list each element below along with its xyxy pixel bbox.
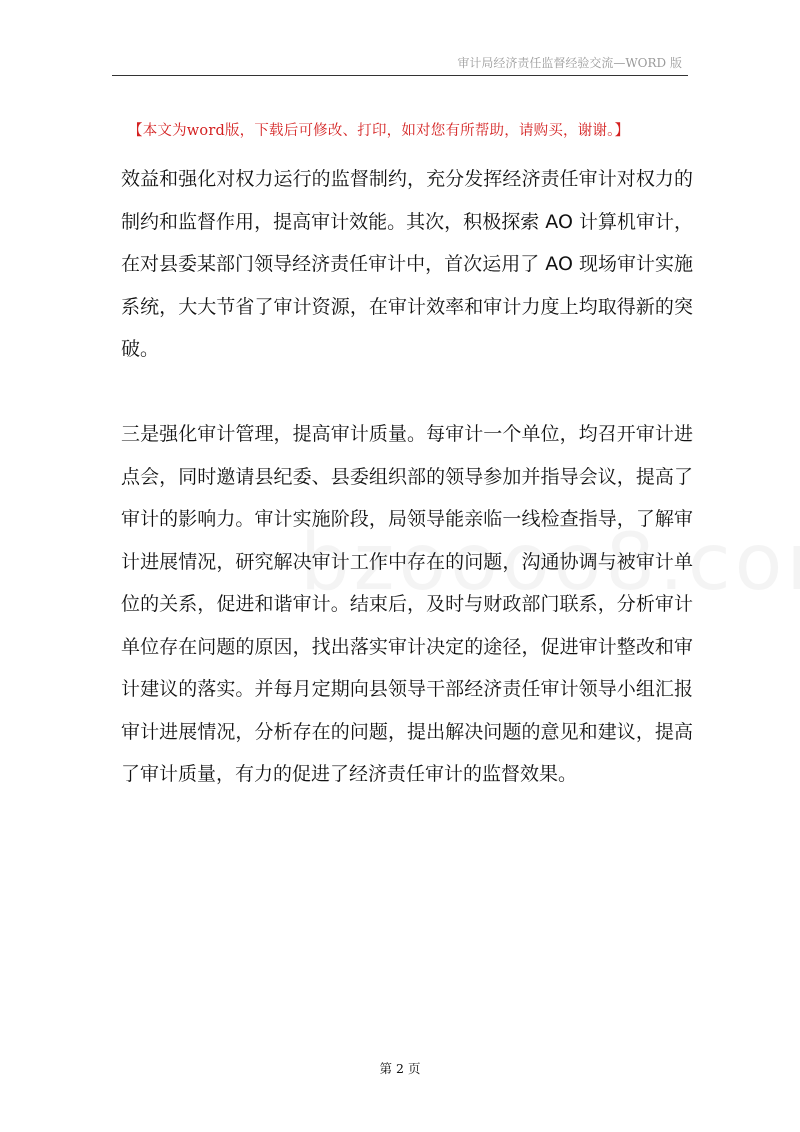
paragraph-line: 制约和监督作用，提高审计效能。其次，积极探索 AO 计算机审计， [121,210,693,233]
page-number: 第 2 页 [379,1061,421,1076]
paragraph-line: 系统，大大节省了审计资源，在审计效率和审计力度上均取得新的突 [121,295,693,318]
paragraph-line: 三是强化审计管理，提高审计质量。每审计一个单位，均召开审计进 [121,423,693,445]
paragraph-line: 了审计质量，有力的促进了经济责任审计的监督效果。 [121,763,578,785]
paragraph-line: 审计进展情况，分析存在的问题，提出解决问题的意见和建议，提高 [121,720,693,743]
paragraph-line: 在对县委某部门领导经济责任审计中，首次运用了 AO 现场审计实施 [121,253,693,275]
paragraph-line: 计建议的落实。并每月定期向县领导干部经济责任审计领导小组汇报 [121,678,693,700]
paragraph-line: 单位存在问题的原因，找出落实审计决定的途径，促进审计整改和审 [121,635,693,658]
header-rule [112,75,688,76]
download-notice: 【本文为word版，下载后可修改、打印，如对您有所帮助，请购买，谢谢。】 [128,123,630,139]
paragraph-1 [121,158,693,371]
paragraph-line: 审计的影响力。审计实施阶段，局领导能亲临一线检查指导，了解审 [121,508,693,530]
paragraph-line: 点会，同时邀请县纪委、县委组织部的领导参加并指导会议，提高了 [121,465,693,488]
running-header: 审计局经济责任监督经验交流—WORD 版 [457,56,682,70]
paragraph-line: 计进展情况，研究解决审计工作中存在的问题，沟通协调与被审计单 [121,550,693,573]
paragraph-line: 位的关系，促进和谐审计。结束后，及时与财政部门联系，分析审计 [121,593,693,615]
paragraph-line: 破。 [121,338,160,360]
paragraph-line: 效益和强化对权力运行的监督制约，充分发挥经济责任审计对权力的 [121,168,693,190]
paragraph-2 [121,413,693,796]
